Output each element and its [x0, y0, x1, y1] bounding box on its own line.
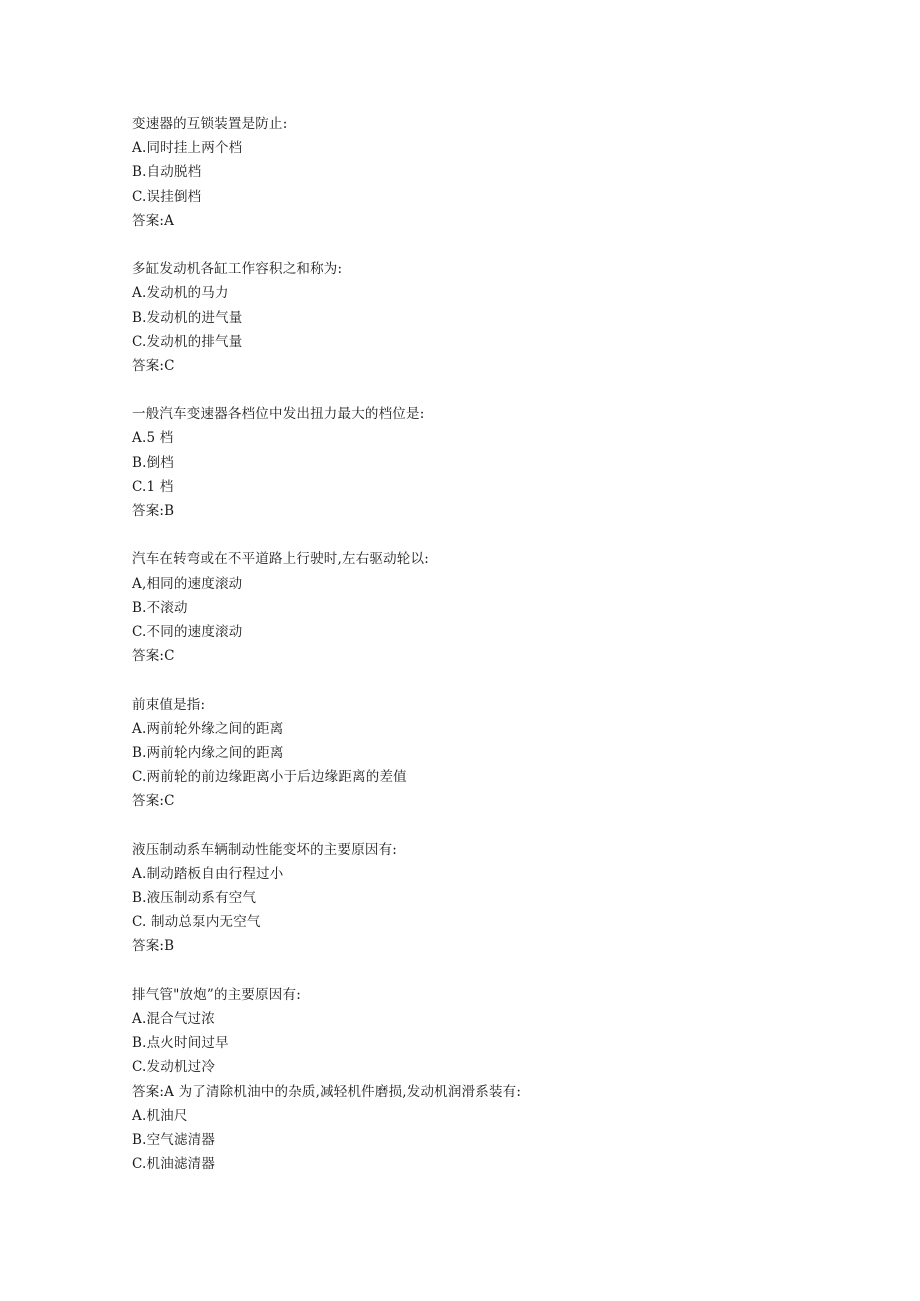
blank-line [132, 378, 832, 402]
option-a: A,相同的速度滚动 [132, 575, 243, 592]
question-block [132, 693, 832, 814]
answer-line: 答案:C [132, 648, 175, 665]
answer-line: 答案:C [132, 357, 175, 374]
option-c: C.不同的速度滚动 [132, 623, 243, 640]
answer-line: 答案:A [132, 212, 175, 229]
question-stem: 排气管"放炮”的主要原因有: [132, 986, 301, 1003]
question-block [132, 112, 832, 233]
answer-line: 答案:A 为了清除机油中的杂质,减轻机件磨损,发动机润滑系装有: [132, 1083, 522, 1100]
option-b: B.点火时间过早 [132, 1035, 229, 1052]
option-a: A.混合气过浓 [132, 1010, 215, 1027]
question-stem: 一般汽车变速器各档位中发出扭力最大的档位是: [132, 406, 425, 423]
document-page [132, 112, 832, 1176]
question-stem: 变速器的互锁装置是防止: [132, 116, 288, 132]
blank-line [132, 668, 832, 692]
option-c: C.机油滤清器 [132, 1156, 216, 1173]
question-stem: 前束值是指: [132, 696, 206, 713]
blank-line [132, 959, 832, 983]
question-block [132, 257, 832, 378]
option-c: C.发动机的排气量 [132, 333, 243, 350]
question-block [132, 1104, 832, 1177]
option-b: B.液压制动系有空气 [132, 890, 257, 906]
question-block [132, 547, 832, 668]
option-c: C.发动机过冷 [132, 1059, 216, 1076]
option-b: B.倒档 [132, 454, 175, 471]
option-a: A.发动机的马力 [132, 285, 229, 302]
blank-line [132, 813, 832, 837]
blank-line [132, 523, 832, 547]
option-b: B.自动脱档 [132, 164, 202, 181]
option-a: A.同时挂上两个档 [132, 140, 243, 157]
question-stem: 汽车在转弯或在不平道路上行驶时,左右驱动轮以: [132, 551, 429, 568]
question-block [132, 838, 832, 959]
option-a: A.5 档 [132, 430, 174, 447]
answer-line: 答案:B [132, 938, 175, 955]
option-a: A.制动踏板自由行程过小 [132, 865, 284, 882]
option-b: B.两前轮内缘之间的距离 [132, 744, 284, 761]
answer-line: 答案:B [132, 503, 175, 519]
blank-line [132, 233, 832, 257]
question-stem: 多缸发动机各缸工作容积之和称为: [132, 261, 343, 278]
option-a: A.机油尺 [132, 1107, 188, 1124]
answer-line: 答案:C [132, 793, 175, 810]
question-block [132, 983, 832, 1104]
option-c: C.误挂倒档 [132, 188, 202, 205]
option-c: C.两前轮的前边缘距离小于后边缘距离的差值 [132, 769, 407, 786]
question-block [132, 402, 832, 523]
option-b: B.发动机的进气量 [132, 309, 243, 326]
option-a: A.两前轮外缘之间的距离 [132, 720, 284, 737]
option-b: B.不滚动 [132, 599, 188, 616]
option-b: B.空气滤清器 [132, 1131, 216, 1148]
option-c: C. 制动总泵内无空气 [132, 914, 261, 931]
option-c: C.1 档 [132, 478, 174, 495]
question-stem: 液压制动系车辆制动性能变坏的主要原因有: [132, 841, 398, 858]
